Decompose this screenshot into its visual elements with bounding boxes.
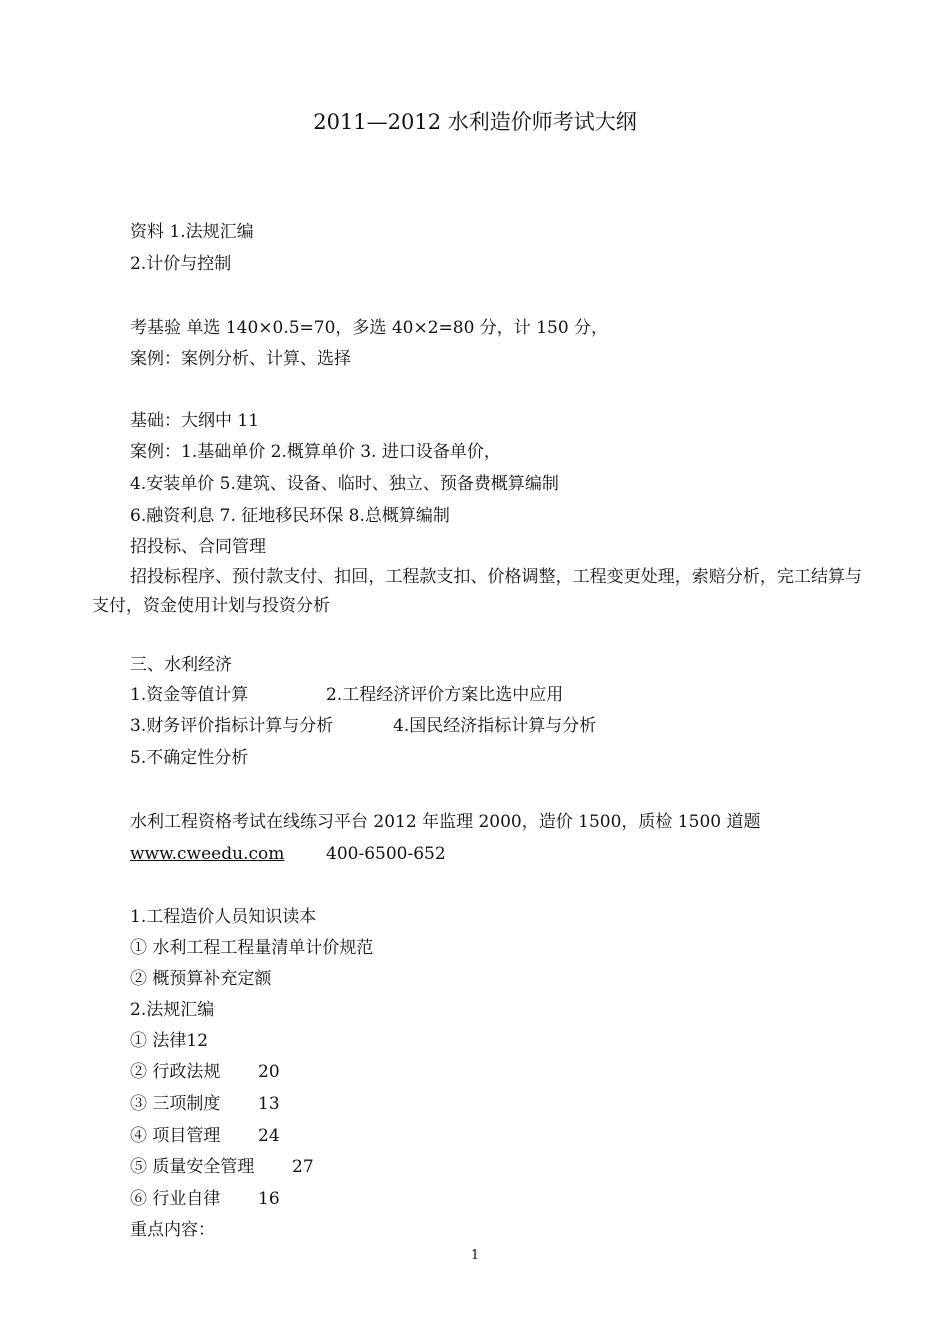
law-name: ③ 三项制度: [130, 1094, 221, 1114]
law-count: 24: [258, 1126, 280, 1146]
bidding-paragraph: 招投标程序、预付款支付、扣回，工程款支扣、价格调整，工程变更处理，索赔分析，完工结算与支付，资金使用计划与投资分析: [92, 567, 862, 616]
book-1-item-a: ① 水利工程工程量清单计价规范: [130, 938, 374, 958]
materials-line-1: 资料 1.法规汇编: [130, 222, 254, 242]
law-row: [130, 1124, 430, 1148]
law-count: 20: [258, 1062, 280, 1082]
economics-item-3: 3.财务评价指标计算与分析: [130, 716, 334, 736]
economics-item-1: 1.资金等值计算: [130, 685, 249, 705]
economics-row-2: [130, 714, 690, 738]
law-count: 27: [292, 1157, 314, 1177]
page-number: 1: [470, 1248, 480, 1263]
exam-case-line: 案例：案例分析、计算、选择: [130, 349, 351, 369]
case-line-2: 4.安装单价 5.建筑、设备、临时、独立、预备费概算编制: [130, 474, 559, 494]
key-content-heading: 重点内容：: [130, 1220, 215, 1240]
law-row: [130, 1187, 430, 1211]
platform-contact-row: [130, 842, 530, 866]
book-2-heading: 2.法规汇编: [130, 1000, 215, 1020]
economics-row-1: [130, 683, 690, 707]
law-count: 16: [258, 1189, 280, 1209]
case-line-3: 6.融资利息 7. 征地移民环保 8.总概算编制: [130, 506, 450, 526]
materials-line-2: 2.计价与控制: [130, 254, 232, 274]
economics-item-5: 5.不确定性分析: [130, 748, 249, 768]
law-name: ② 行政法规: [130, 1062, 221, 1082]
law-row: [130, 1060, 430, 1084]
economics-heading: 三、水利经济: [130, 655, 232, 675]
law-name: ⑥ 行业自律: [130, 1189, 221, 1209]
exam-scoring-line: 考基验 单选 140×0.5=70，多选 40×2=80 分，计 150 分，: [130, 318, 609, 338]
book-1-heading: 1.工程造价人员知识读本: [130, 907, 317, 927]
bidding-heading: 招投标、合同管理: [130, 537, 266, 557]
platform-text: 水利工程资格考试在线练习平台 2012 年监理 2000，造价 1500，质检 1500 道题: [130, 812, 761, 832]
platform-phone: 400-6500-652: [326, 844, 446, 864]
law-name: ⑤ 质量安全管理: [130, 1157, 255, 1177]
case-line-1: 案例：1.基础单价 2.概算单价 3. 进口设备单价，: [130, 442, 501, 462]
book-1-item-b: ② 概预算补充定额: [130, 969, 272, 989]
economics-item-4: 4.国民经济指标计算与分析: [393, 716, 597, 736]
platform-url-link[interactable]: www.cweedu.com: [130, 844, 285, 864]
law-row: [130, 1029, 430, 1053]
economics-item-2: 2.工程经济评价方案比选中应用: [326, 685, 564, 705]
law-name: ④ 项目管理: [130, 1126, 221, 1146]
law-row: [130, 1092, 430, 1116]
document-title: 2011—2012 水利造价师考试大纲: [313, 110, 637, 134]
law-count: 13: [258, 1094, 280, 1114]
law-name: ① 法律12: [130, 1031, 209, 1051]
basics-line: 基础：大纲中 11: [130, 411, 260, 431]
law-row: [130, 1155, 430, 1179]
